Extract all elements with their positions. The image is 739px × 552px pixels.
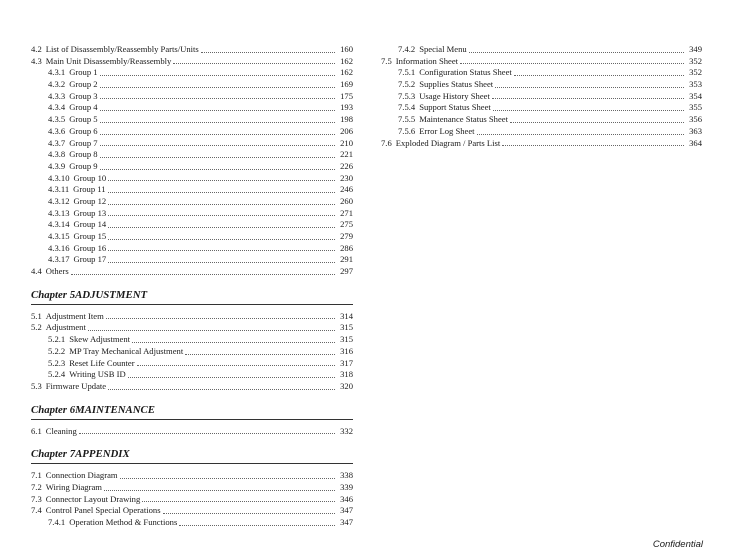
toc-dot-leader bbox=[132, 341, 335, 343]
toc-entry-page: 271 bbox=[340, 207, 353, 218]
toc-entry[interactable] bbox=[31, 219, 353, 231]
toc-entry[interactable] bbox=[31, 494, 353, 506]
toc-entry[interactable] bbox=[31, 114, 353, 126]
toc-entry-number: 5.2.3 bbox=[48, 357, 66, 368]
toc-dot-leader bbox=[108, 388, 335, 390]
toc-entry-title: Group 15 bbox=[73, 231, 107, 241]
toc-entry[interactable] bbox=[381, 138, 702, 150]
toc-entry-page: 230 bbox=[340, 172, 353, 183]
toc-entry-number: 7.4 bbox=[31, 505, 42, 516]
toc-entry[interactable] bbox=[31, 44, 353, 56]
toc-entry-number: 4.3.1 bbox=[48, 67, 66, 78]
toc-entry[interactable] bbox=[31, 517, 353, 529]
toc-entry-page: 352 bbox=[689, 55, 702, 66]
toc-entry-title: Special Menu bbox=[419, 44, 467, 54]
toc-entry-number: 4.4 bbox=[31, 266, 42, 277]
toc-dot-leader bbox=[108, 179, 335, 181]
toc-entry-number: 7.5.3 bbox=[398, 90, 416, 101]
toc-entry-title: Firmware Update bbox=[45, 380, 107, 391]
toc-entry-title: Group 11 bbox=[73, 184, 106, 195]
toc-dot-leader bbox=[108, 249, 335, 251]
toc-entry-title: Group 16 bbox=[73, 242, 107, 253]
toc-entry-number: 7.3 bbox=[31, 493, 42, 504]
toc-entry-page: 346 bbox=[340, 493, 353, 504]
toc-entry-title: Writing USB ID bbox=[69, 369, 126, 380]
toc-entry[interactable] bbox=[31, 126, 353, 138]
toc-dot-leader bbox=[108, 261, 335, 263]
toc-entry[interactable] bbox=[381, 44, 702, 56]
toc-dot-leader bbox=[201, 51, 335, 53]
confidential-footer: Confidential bbox=[652, 539, 703, 550]
toc-entry-title: Adjustment bbox=[45, 322, 86, 333]
toc-entry-number: 4.3.8 bbox=[48, 149, 66, 160]
toc-entry[interactable] bbox=[31, 311, 353, 323]
toc-entry-page: 353 bbox=[689, 79, 702, 90]
toc-dot-leader bbox=[108, 226, 335, 228]
chapter-6-heading: Chapter 6MAINTENANCE bbox=[31, 403, 353, 420]
toc-entry-page: 349 bbox=[689, 44, 702, 54]
toc-left-column bbox=[31, 44, 353, 529]
toc-dot-leader bbox=[100, 109, 335, 111]
toc-entry-title: Group 1 bbox=[69, 67, 98, 78]
toc-entry-number: 7.5.1 bbox=[398, 67, 416, 78]
toc-entry-title: Reset Life Counter bbox=[69, 357, 135, 368]
toc-entry[interactable] bbox=[31, 482, 353, 494]
toc-entry-page: 339 bbox=[340, 481, 353, 492]
toc-entry-number: 4.3.16 bbox=[48, 242, 70, 253]
toc-entry-title: Group 10 bbox=[73, 172, 107, 183]
toc-entry-page: 347 bbox=[340, 517, 353, 527]
toc-dot-leader bbox=[100, 156, 335, 158]
toc-entry[interactable] bbox=[31, 208, 353, 220]
toc-entry-number: 7.1 bbox=[31, 470, 42, 481]
toc-section-6 bbox=[31, 426, 353, 438]
toc-dot-leader bbox=[137, 364, 335, 366]
toc-entry-page: 206 bbox=[340, 125, 353, 136]
toc-entry-title: Configuration Status Sheet bbox=[419, 67, 512, 78]
toc-entry[interactable] bbox=[381, 102, 702, 114]
toc-dot-leader bbox=[477, 133, 684, 135]
toc-entry-number: 4.3.7 bbox=[48, 137, 66, 148]
toc-dot-leader bbox=[514, 74, 684, 76]
toc-entry[interactable] bbox=[381, 79, 702, 91]
toc-dot-leader bbox=[100, 74, 335, 76]
toc-entry-title: Group 14 bbox=[73, 219, 107, 230]
toc-entry-page: 260 bbox=[340, 195, 353, 206]
toc-dot-leader bbox=[163, 512, 335, 514]
toc-dot-leader bbox=[108, 191, 335, 193]
toc-entry-page: 316 bbox=[340, 345, 353, 356]
toc-entry-title: Group 2 bbox=[69, 79, 98, 90]
toc-entry-number: 7.6 bbox=[381, 137, 392, 148]
toc-entry-number: 4.3 bbox=[31, 55, 42, 66]
toc-dot-leader bbox=[88, 329, 335, 331]
toc-entry-page: 198 bbox=[340, 114, 353, 125]
toc-entry[interactable] bbox=[31, 138, 353, 150]
toc-entry-title: Group 7 bbox=[69, 137, 98, 148]
toc-entry-title: Group 4 bbox=[69, 102, 98, 113]
toc-entry-number: 5.3 bbox=[31, 380, 42, 391]
toc-entry-page: 297 bbox=[340, 266, 353, 277]
toc-entry-title: Group 8 bbox=[69, 149, 98, 160]
toc-dot-leader bbox=[185, 353, 335, 355]
toc-entry-title: Usage History Sheet bbox=[419, 90, 490, 101]
toc-dot-leader bbox=[100, 133, 335, 135]
toc-dot-leader bbox=[100, 97, 335, 99]
toc-entry-title: Information Sheet bbox=[395, 55, 459, 66]
toc-entry-page: 314 bbox=[340, 310, 353, 321]
toc-entry-title: Control Panel Special Operations bbox=[45, 505, 161, 516]
toc-entry-number: 4.3.14 bbox=[48, 219, 70, 230]
toc-entry-page: 338 bbox=[340, 470, 353, 481]
toc-entry[interactable] bbox=[381, 126, 702, 138]
toc-entry-number: 7.5.5 bbox=[398, 114, 416, 125]
toc-entry[interactable] bbox=[31, 254, 353, 266]
toc-entry-page: 347 bbox=[340, 505, 353, 516]
toc-entry[interactable] bbox=[381, 56, 702, 68]
toc-entry-number: 4.3.10 bbox=[48, 172, 70, 183]
toc-entry-title: Group 9 bbox=[69, 160, 98, 171]
toc-entry-number: 7.2 bbox=[31, 481, 42, 492]
toc-entry-number: 4.3.13 bbox=[48, 207, 70, 218]
toc-dot-leader bbox=[71, 273, 335, 275]
toc-entry[interactable] bbox=[31, 505, 353, 517]
toc-entry[interactable] bbox=[31, 161, 353, 173]
toc-entry[interactable] bbox=[31, 346, 353, 358]
toc-entry-title: Group 12 bbox=[73, 195, 107, 206]
toc-dot-leader bbox=[108, 238, 335, 240]
chapter-5-heading: Chapter 5ADJUSTMENT bbox=[31, 288, 353, 305]
toc-entry-number: 4.3.17 bbox=[48, 254, 70, 265]
toc-dot-leader bbox=[79, 432, 335, 434]
toc-entry-number: 4.3.9 bbox=[48, 160, 66, 171]
toc-entry[interactable] bbox=[381, 114, 702, 126]
toc-dot-leader bbox=[460, 62, 684, 64]
toc-entry-title: Wiring Diagram bbox=[45, 481, 102, 492]
toc-entry[interactable] bbox=[31, 470, 353, 482]
toc-entry-number: 7.5.4 bbox=[398, 102, 416, 113]
toc-section-4 bbox=[31, 44, 353, 278]
toc-entry-page: 221 bbox=[340, 149, 353, 160]
toc-entry-page: 226 bbox=[340, 160, 353, 171]
toc-entry-number: 4.3.2 bbox=[48, 79, 66, 90]
toc-entry[interactable] bbox=[31, 231, 353, 243]
toc-entry-page: 315 bbox=[340, 334, 353, 345]
toc-entry-title: MP Tray Mechanical Adjustment bbox=[69, 345, 184, 356]
toc-entry-title: Group 5 bbox=[69, 114, 98, 125]
toc-section-7-cont bbox=[381, 44, 702, 149]
toc-entry-number: 7.5.2 bbox=[398, 79, 416, 90]
toc-entry[interactable] bbox=[31, 243, 353, 255]
toc-entry-title: Group 6 bbox=[69, 125, 98, 136]
toc-entry-page: 286 bbox=[340, 242, 353, 253]
toc-entry-page: 175 bbox=[340, 90, 353, 101]
toc-entry-number: 7.4.2 bbox=[398, 44, 416, 54]
toc-entry-title: Group 3 bbox=[69, 90, 98, 101]
toc-entry-page: 318 bbox=[340, 369, 353, 380]
toc-entry-page: 364 bbox=[689, 137, 702, 148]
toc-entry-page: 363 bbox=[689, 125, 702, 136]
toc-entry[interactable] bbox=[31, 67, 353, 79]
toc-entry-number: 4.3.12 bbox=[48, 195, 70, 206]
toc-section-5 bbox=[31, 311, 353, 393]
toc-entry-number: 7.4.1 bbox=[48, 517, 66, 527]
toc-entry-page: 279 bbox=[340, 231, 353, 241]
toc-entry-number: 5.2.1 bbox=[48, 334, 66, 345]
toc-entry-title: Others bbox=[45, 266, 69, 277]
toc-entry-page: 354 bbox=[689, 90, 702, 101]
toc-dot-leader bbox=[179, 524, 335, 526]
toc-entry[interactable] bbox=[31, 196, 353, 208]
toc-entry-title: Adjustment Item bbox=[45, 310, 104, 321]
toc-entry-number: 5.1 bbox=[31, 310, 42, 321]
toc-entry-page: 160 bbox=[340, 44, 353, 54]
toc-entry-page: 315 bbox=[340, 322, 353, 333]
toc-dot-leader bbox=[502, 144, 684, 146]
toc-entry[interactable] bbox=[31, 426, 353, 438]
toc-entry-number: 7.5.6 bbox=[398, 125, 416, 136]
toc-entry[interactable] bbox=[381, 67, 702, 79]
toc-entry-number: 4.3.3 bbox=[48, 90, 66, 101]
toc-entry-page: 317 bbox=[340, 357, 353, 368]
toc-entry[interactable] bbox=[31, 322, 353, 334]
toc-entry-page: 169 bbox=[340, 79, 353, 90]
toc-entry[interactable] bbox=[381, 91, 702, 103]
toc-entry[interactable] bbox=[31, 358, 353, 370]
toc-entry-page: 193 bbox=[340, 102, 353, 113]
toc-dot-leader bbox=[469, 51, 684, 53]
toc-dot-leader bbox=[106, 317, 335, 319]
toc-dot-leader bbox=[100, 121, 335, 123]
toc-entry-number: 7.5 bbox=[381, 55, 392, 66]
toc-dot-leader bbox=[108, 214, 335, 216]
toc-dot-leader bbox=[104, 489, 335, 491]
toc-dot-leader bbox=[100, 144, 335, 146]
toc-entry-number: 5.2.2 bbox=[48, 345, 66, 356]
toc-entry-page: 355 bbox=[689, 102, 702, 113]
toc-entry-title: Group 17 bbox=[73, 254, 107, 265]
toc-entry[interactable] bbox=[31, 102, 353, 114]
toc-entry-page: 162 bbox=[340, 55, 353, 66]
toc-entry-page: 291 bbox=[340, 254, 353, 265]
toc-entry-page: 210 bbox=[340, 137, 353, 148]
toc-section-7 bbox=[31, 470, 353, 528]
toc-entry-title: Support Status Sheet bbox=[419, 102, 491, 113]
toc-entry[interactable] bbox=[31, 381, 353, 393]
toc-entry[interactable] bbox=[31, 79, 353, 91]
toc-entry-title: Skew Adjustment bbox=[69, 334, 131, 345]
toc-entry-number: 4.2 bbox=[31, 44, 42, 54]
toc-dot-leader bbox=[510, 121, 684, 123]
toc-dot-leader bbox=[173, 62, 335, 64]
toc-entry-page: 320 bbox=[340, 380, 353, 391]
toc-entry-title: Group 13 bbox=[73, 207, 107, 218]
toc-entry[interactable] bbox=[31, 91, 353, 103]
toc-entry[interactable] bbox=[31, 56, 353, 68]
toc-dot-leader bbox=[108, 203, 335, 205]
toc-dot-leader bbox=[100, 168, 335, 170]
toc-entry-title: Error Log Sheet bbox=[419, 125, 475, 136]
toc-entry-title: List of Disassembly/Reassembly Parts/Units bbox=[45, 44, 199, 54]
toc-dot-leader bbox=[142, 500, 335, 502]
toc-dot-leader bbox=[492, 97, 684, 99]
chapter-7-heading: Chapter 7APPENDIX bbox=[31, 447, 353, 464]
toc-entry-page: 332 bbox=[340, 425, 353, 436]
toc-entry-number: 4.3.6 bbox=[48, 125, 66, 136]
toc-entry-title: Connector Layout Drawing bbox=[45, 493, 141, 504]
toc-entry-number: 5.2 bbox=[31, 322, 42, 333]
toc-right-column bbox=[381, 44, 702, 149]
toc-entry-title: Main Unit Disassembly/Reassembly bbox=[45, 55, 172, 66]
toc-entry-number: 4.3.15 bbox=[48, 231, 70, 241]
toc-entry-title: Cleaning bbox=[45, 425, 77, 436]
toc-entry[interactable] bbox=[31, 149, 353, 161]
toc-entry-page: 352 bbox=[689, 67, 702, 78]
toc-entry[interactable] bbox=[31, 173, 353, 185]
toc-entry-page: 356 bbox=[689, 114, 702, 125]
toc-entry[interactable] bbox=[31, 334, 353, 346]
toc-entry[interactable] bbox=[31, 266, 353, 278]
toc-entry-title: Connection Diagram bbox=[45, 470, 118, 481]
toc-dot-leader bbox=[495, 86, 684, 88]
toc-entry-number: 4.3.11 bbox=[48, 184, 70, 195]
toc-entry-number: 5.2.4 bbox=[48, 369, 66, 380]
toc-entry[interactable] bbox=[31, 369, 353, 381]
toc-entry-page: 275 bbox=[340, 219, 353, 230]
toc-entry-number: 4.3.4 bbox=[48, 102, 66, 113]
toc-entry-title: Operation Method & Functions bbox=[69, 517, 178, 527]
toc-entry-number: 6.1 bbox=[31, 425, 42, 436]
toc-dot-leader bbox=[120, 477, 335, 479]
toc-entry[interactable] bbox=[31, 184, 353, 196]
toc-dot-leader bbox=[493, 109, 684, 111]
toc-entry-title: Supplies Status Sheet bbox=[419, 79, 494, 90]
toc-entry-title: Maintenance Status Sheet bbox=[419, 114, 508, 125]
toc-dot-leader bbox=[100, 86, 335, 88]
toc-entry-page: 162 bbox=[340, 67, 353, 78]
toc-entry-page: 246 bbox=[340, 184, 353, 195]
toc-entry-number: 4.3.5 bbox=[48, 114, 66, 125]
toc-dot-leader bbox=[128, 376, 335, 378]
toc-entry-title: Exploded Diagram / Parts List bbox=[395, 137, 501, 148]
